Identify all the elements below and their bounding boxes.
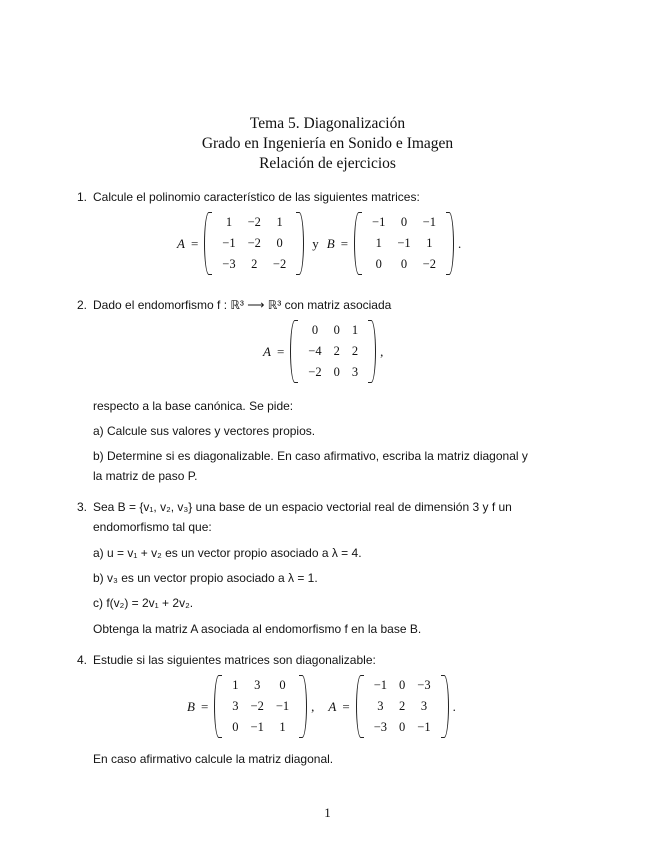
matrix-entry: −2: [247, 215, 261, 229]
exercise-number: 3.: [77, 500, 88, 514]
matrix: [354, 212, 454, 275]
matrix-entry: −2: [422, 257, 436, 271]
matrix-entries: [302, 320, 364, 383]
exercise-part: c) f(v₂) = 2v₁ + 2v₂.: [93, 596, 194, 610]
matrix-label: A: [177, 235, 185, 251]
matrix-label: B: [187, 698, 195, 714]
matrix-entry: −2: [250, 699, 264, 713]
exercise-part: la matriz de paso P.: [93, 469, 198, 483]
exercise-statement: endomorfismo tal que:: [93, 520, 212, 534]
matrix-entry: −3: [417, 678, 431, 692]
matrix-entry: −1: [372, 215, 386, 229]
matrix-entry: −2: [247, 236, 261, 250]
matrix-entry: 0: [399, 720, 406, 734]
exercise-text: Obtenga la matriz A asociada al endomorfismo f en la base B.: [93, 622, 422, 636]
exercise-statement: Estudie si las siguientes matrices son diagonalizable:: [93, 653, 376, 667]
page-title: Tema 5. Diagonalización: [249, 115, 406, 132]
exercise-statement: Calcule el polinomio característico de las siguientes matrices:: [93, 190, 420, 204]
exercise-part: a) u = v₁ + v₂ es un vector propio asociado a λ = 4.: [93, 546, 362, 560]
matrix-entry: −1: [397, 236, 411, 250]
matrix-entry: 0: [311, 323, 319, 337]
matrix-entry: 0: [400, 257, 408, 271]
matrix-entry: 1: [426, 236, 433, 250]
matrix-entry: −1: [373, 678, 388, 692]
exercise-statement: Sea B = {v₁, v₂, v₃} una base de un espacio vectorial real de dimensión 3 y f un: [93, 500, 512, 514]
matrix-entries: [216, 212, 292, 275]
matrix-entry: 1: [351, 323, 359, 337]
page-number: 1: [324, 805, 331, 820]
matrix-entry: 3: [420, 699, 428, 713]
matrix-label: A: [263, 343, 271, 359]
matrix-entry: −1: [222, 236, 236, 250]
matrix-entry: −1: [275, 699, 290, 713]
matrix-entry: −1: [250, 720, 264, 734]
exercise-number: 4.: [77, 653, 88, 667]
exercise-statement: Dado el endomorfismo f : ℝ³ ⟶ ℝ³ con matriz asociada: [93, 298, 392, 312]
exercise-number: 2.: [77, 298, 88, 312]
matrix-entry: 3: [232, 699, 239, 713]
matrix-entry: −1: [422, 215, 436, 229]
matrix-entry: 2: [399, 699, 406, 713]
exercise-part: a) Calcule sus valores y vectores propios.: [93, 424, 316, 438]
matrix-entry: 0: [232, 720, 239, 734]
matrix-entry: 0: [400, 215, 408, 229]
matrix-entries: [226, 675, 295, 738]
matrix-entry: 2: [351, 344, 359, 358]
matrix-entry: 0: [276, 236, 283, 250]
matrix-label: B: [326, 235, 335, 251]
exercise-4-matrices: B = 1 3 0 3 −2 −1 0 −1 1 , A = −1 0 −3 3 2 3 −3 0 −1 .: [187, 675, 456, 738]
connector: y: [312, 235, 319, 251]
matrix-entry: 2: [251, 257, 258, 271]
degree-title: Grado en Ingeniería en Sonido e Imagen: [201, 135, 454, 152]
matrix-entry: 0: [375, 257, 382, 271]
matrix-entry: 0: [333, 365, 340, 379]
exercise-text: En caso afirmativo calcule la matriz diagonal.: [93, 752, 334, 766]
matrix-entry: 3: [254, 678, 261, 692]
matrix-entries: [366, 212, 442, 275]
matrix-entry: 0: [279, 678, 286, 692]
matrix-entry: 2: [333, 344, 340, 358]
exercise-2-matrix: A = 0 0 1 −4 2 2 −2 0 3 ,: [263, 320, 383, 383]
matrix-entry: −3: [222, 257, 236, 271]
matrix: [290, 320, 376, 383]
matrix-entry: 1: [375, 236, 382, 250]
matrix-entry: 1: [225, 215, 233, 229]
matrix-entry: −3: [373, 720, 388, 734]
matrix-entry: −2: [308, 365, 322, 379]
matrix-entries: [368, 675, 437, 738]
matrix-entry: 3: [351, 365, 359, 379]
matrix: [204, 212, 304, 275]
exercise-part: b) Determine si es diagonalizable. En caso afirmativo, escriba la matriz diagonal y: [93, 449, 528, 463]
matrix-entry: 0: [399, 678, 406, 692]
matrix: [356, 675, 449, 738]
matrix-entry: 3: [377, 699, 384, 713]
exercise-text: respecto a la base canónica. Se pide:: [93, 399, 294, 413]
matrix-entry: 0: [333, 323, 340, 337]
matrix-label: A: [328, 698, 337, 714]
matrix-entry: −4: [308, 344, 322, 358]
subtitle: Relación de ejercicios: [259, 155, 396, 172]
exercise-part: b) v₃ es un vector propio asociado a λ = 1.: [93, 571, 318, 585]
exercise-1-matrices: A = 1 −2 1 −1 −2 0 −3 2 −2 y B = −1 0 −1 1 −1 1 0 0 −2 .: [177, 212, 461, 275]
matrix-entry: 1: [232, 678, 239, 692]
matrix-entry: −1: [417, 720, 431, 734]
exercise-number: 1.: [77, 190, 88, 204]
matrix-entry: 1: [276, 215, 283, 229]
matrix: [214, 675, 307, 738]
matrix-entry: 1: [279, 720, 286, 734]
matrix-entry: −2: [272, 257, 287, 271]
